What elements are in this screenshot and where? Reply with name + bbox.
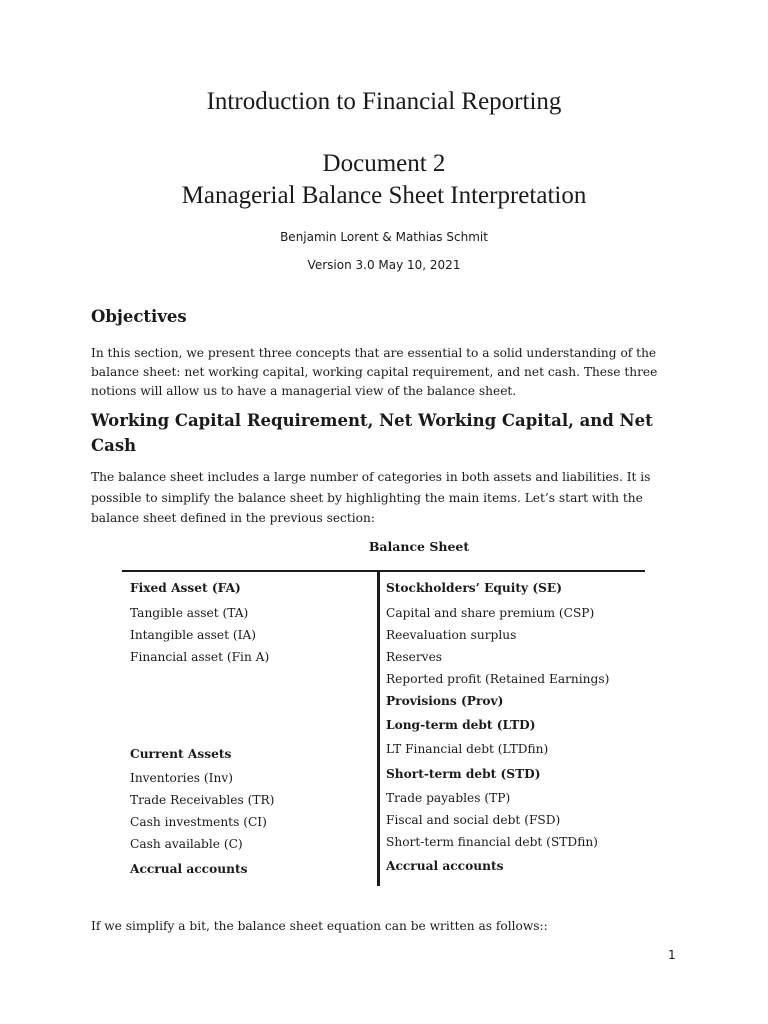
version-date: Version 3.0 May 10, 2021 [307,258,461,272]
liabilities-item: Reported profit (Retained Earnings) [386,672,610,686]
assets-item: Financial asset (Fin A) [130,650,270,664]
page-number: 1 [668,948,676,962]
assets-item: Fixed Asset (FA) [130,581,241,595]
liabilities-item: Capital and share premium (CSP) [386,606,595,620]
table-column-divider [377,570,380,886]
wcr-paragraph: The balance sheet includes a large number of categories in both assets and liabilities. It is possible to simplify the balance sheet by highlighting the main items. Let’s start with the balance sheet defined in the previous section: [91,470,651,525]
assets-item: Current Assets [130,747,232,761]
wcr-heading: Working Capital Requirement, Net Working Capital, and Net Cash [91,411,653,455]
liabilities-item: Short-term debt (STD) [386,767,541,781]
liabilities-item: Provisions (Prov) [386,694,504,708]
liabilities-item: Short-term financial debt (STDfin) [386,835,598,849]
authors: Benjamin Lorent & Mathias Schmit [280,230,488,244]
liabilities-item: LT Financial debt (LTDfin) [386,742,549,756]
document-subtitle: Managerial Balance Sheet Interpretation [181,182,587,209]
table-top-rule [122,570,645,572]
assets-item: Intangible asset (IA) [130,628,257,642]
liabilities-item: Long-term debt (LTD) [386,718,536,732]
assets-item: Trade Receivables (TR) [130,793,275,807]
document-number: Document 2 [322,150,446,177]
liabilities-item: Reevaluation surplus [386,628,517,642]
assets-item: Cash available (C) [130,837,243,851]
assets-item: Inventories (Inv) [130,771,233,785]
liabilities-item: Reserves [386,650,443,664]
liabilities-item: Accrual accounts [386,859,504,873]
balance-sheet-caption: Balance Sheet [368,539,470,554]
liabilities-item: Fiscal and social debt (FSD) [386,813,561,827]
document-title: Introduction to Financial Reporting [206,88,562,115]
assets-item: Tangible asset (TA) [130,606,249,620]
objectives-paragraph: In this section, we present three concepts that are essential to a solid understanding of the balance sheet: net working capital, working capital requirement, and net cash. These three notions will allow us to have a managerial view of the balance sheet. [91,346,658,398]
assets-item: Cash investments (CI) [130,815,267,829]
closing-paragraph: If we simplify a bit, the balance sheet equation can be written as follows:: [91,919,548,933]
liabilities-item: Stockholders’ Equity (SE) [386,581,562,595]
objectives-heading: Objectives [91,307,187,326]
assets-item: Accrual accounts [130,862,248,876]
liabilities-item: Trade payables (TP) [386,791,511,805]
